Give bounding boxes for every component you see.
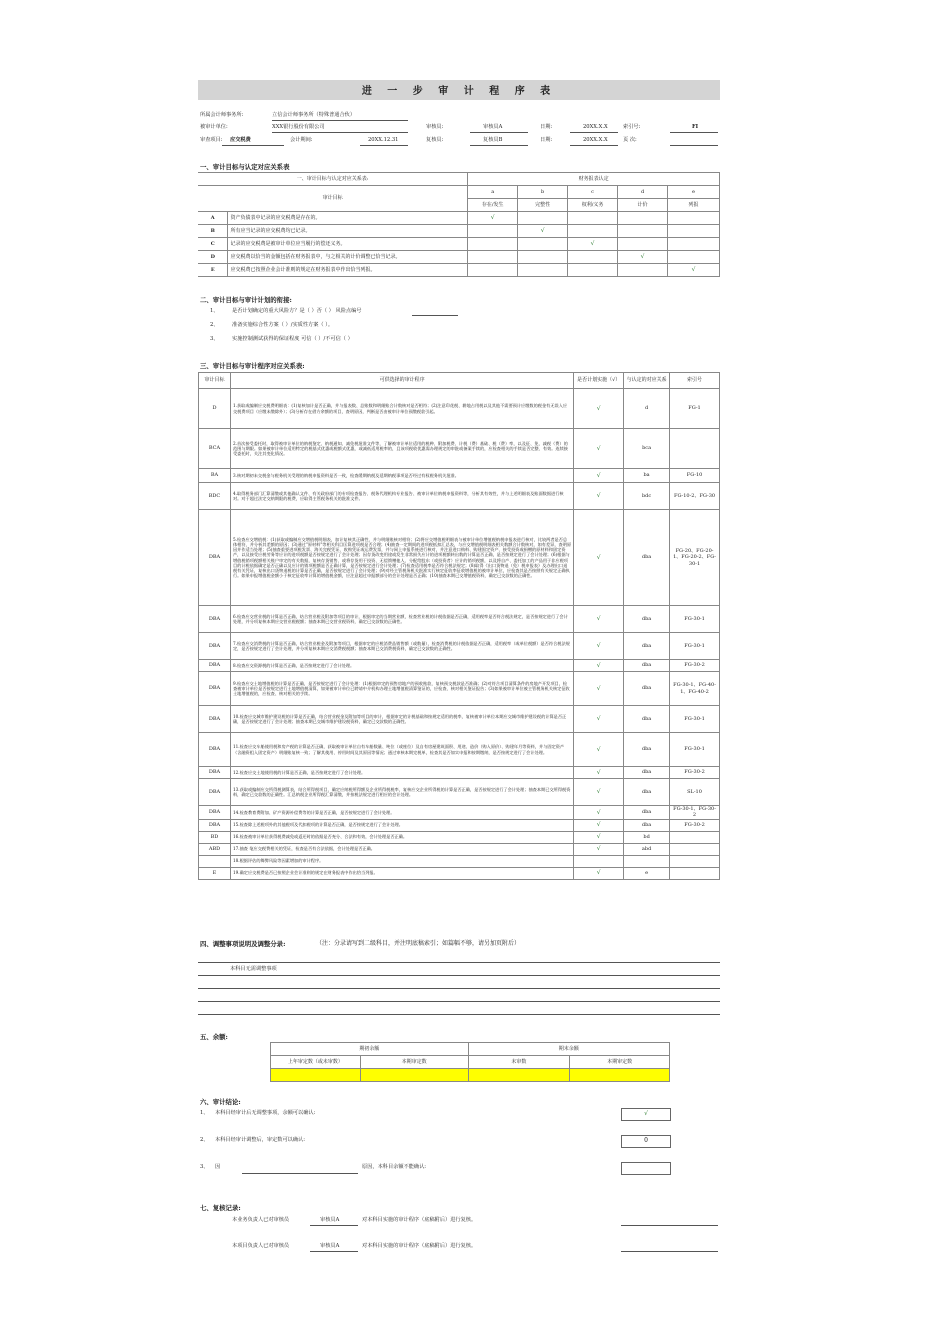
procedure-ref: FG-30-1 bbox=[670, 733, 720, 767]
procedure-text: 19.确定应交税费是否已按照企业会计准则的规定在财务报表中作出恰当列报。 bbox=[230, 867, 573, 879]
balance-cell[interactable] bbox=[360, 1069, 468, 1082]
objective-text: 应交税费以恰当的金额包括在财务报表中，与之相关的计价调整已恰当记录。 bbox=[228, 251, 468, 264]
procedure-ref: FG-10-2、FG-30 bbox=[670, 483, 720, 510]
procedure-objective: D bbox=[199, 389, 231, 429]
procedure-row bbox=[199, 843, 720, 855]
reason-underline[interactable] bbox=[242, 1173, 358, 1174]
procedure-plan[interactable]: √ bbox=[574, 483, 624, 510]
procedure-relation: dba bbox=[624, 806, 670, 820]
date-value-2: 20XX.X.X bbox=[583, 137, 608, 143]
procedure-row bbox=[199, 806, 720, 820]
adjust-line bbox=[198, 1014, 720, 1015]
objective-row bbox=[198, 238, 720, 251]
opening-balance-header: 期初余额 bbox=[271, 1043, 469, 1056]
procedure-text: 10.检查应交城市维护建设税的计算是否正确，结合营业税金及附加等项目的审计，根据审定的计税基础和按规定适用的税率，复核被审计单位本期应交城市维护建设税的计算是否正确，是否按规定进行了会计处理；抽查本期已交城市维护建设税资料，确定已交款数的正确性。 bbox=[230, 706, 573, 733]
procedure-text: 17.抽查 笔应交税费相关的凭证，检查是否有合法依据，会计处理是否正确。 bbox=[230, 843, 573, 855]
assertion-group-header: 财务报表认定 bbox=[468, 173, 720, 186]
assertion-check: √ bbox=[668, 264, 720, 277]
conclusion-box[interactable]: 0 bbox=[621, 1135, 671, 1148]
procedure-plan[interactable]: √ bbox=[574, 660, 624, 672]
reviewer-underline bbox=[470, 145, 528, 146]
procedure-text: 7.检查应交消费税的计算是否正确，结合营业税金及附加等项目，根据审定的应税消费品销售额（或数量），检查消费税的计税依据是否正确，适用税率（或单位税额）是否符合税法规定，是否按规定进行了会计处理，并分项复核本期应交消费税税额；抽查本期已交消费税资料，确定已交款数的正确性。 bbox=[230, 633, 573, 660]
procedure-plan[interactable]: √ bbox=[574, 867, 624, 879]
procedure-objective: DBA bbox=[199, 733, 231, 767]
page-label: 页 次: bbox=[623, 137, 637, 143]
section5-heading: 五、余额: bbox=[200, 1033, 228, 1041]
client-underline bbox=[272, 132, 408, 133]
assertion-letter: e bbox=[668, 186, 720, 199]
procedure-row bbox=[199, 510, 720, 606]
objective-text: 所有应当记录的应交税费均已记录。 bbox=[228, 225, 468, 238]
procedure-text: 18.根据评估的舞弊风险等因素增加的审计程序。 bbox=[230, 855, 573, 867]
procedure-objective: DBA bbox=[199, 672, 231, 706]
plan-item-text: 是否计划确定的重大风险方？是（ ）否（ ） 风险点编号 bbox=[232, 308, 362, 314]
procedure-text: 3.核对期初未交税金与税务机关受理的纳税申报资料是否一致，检查缓期纳税及延期纳税事项是否经过有权税务机关批准。 bbox=[230, 469, 573, 483]
balance-col-header: 未审数 bbox=[468, 1056, 570, 1069]
procedure-relation: abd bbox=[624, 843, 670, 855]
period-value: 20XX.12.31 bbox=[368, 137, 399, 143]
procedure-ref: SL-10 bbox=[670, 779, 720, 806]
assertion-letter: d bbox=[618, 186, 668, 199]
reviewer-label: 复核员: bbox=[426, 137, 444, 143]
conclusion-text: 本科目经审计后无调整事项，余额可以确认: bbox=[215, 1110, 316, 1116]
procedure-row bbox=[199, 819, 720, 831]
procedure-ref: FG-20、FG-20-1、FG-20-2、FG-30-1 bbox=[670, 510, 720, 606]
procedure-ref bbox=[670, 867, 720, 879]
procedure-text: 11.检查应交车船使用税和房产税的计算是否正确，获取被审计单位自有车船数量、吨位（或座位）及自有房屋建筑面积、用途、造价（购入原价）、购建年月等资料，并与固定资产（含融资租入固定资产）明细账复核一致；了解其使用、停用时间及其原因等情况；通过审核本期完税单，检查其是否如实申报和按期缴纳，是否按规定进行了会计处理。 bbox=[230, 733, 573, 767]
adjust-line bbox=[198, 962, 720, 963]
index-label: 索引号: bbox=[623, 124, 641, 130]
procedures-table bbox=[198, 372, 720, 880]
procedure-objective bbox=[199, 855, 231, 867]
plan-item-text: 实施控制测试获得的保证程度 可信（ ）/不可信（ ） bbox=[232, 336, 353, 342]
procedure-plan[interactable]: √ bbox=[574, 819, 624, 831]
procedure-relation: dba bbox=[624, 779, 670, 806]
procedure-relation: dba bbox=[624, 510, 670, 606]
procedure-relation: dba bbox=[624, 660, 670, 672]
firm-label: 所属会计师事务所: bbox=[200, 112, 244, 118]
assertion-cell bbox=[568, 264, 618, 277]
review-text: 对本科目实施的审计程序（底稿附后）进行复核。 bbox=[362, 1217, 477, 1223]
balance-cell[interactable] bbox=[570, 1069, 670, 1082]
procedure-text: 1.获取或编制应交税费明细表：(1)复核加计是否正确，并与报表数、总账数和明细账合计数核对是否相符；(2)注意印花税、耕地占用税以及其他不需要预计应缴数的税金有无误入应交税费项目（应缴未缴除外）；(3)分析存在借方余额的项目，查明原因，判断是否由被审计单位预缴税款引起。 bbox=[230, 389, 573, 429]
proc-header-relation: 与认定的对应关系 bbox=[624, 373, 670, 389]
assertion-cell bbox=[568, 225, 618, 238]
procedure-relation: dba bbox=[624, 633, 670, 660]
adjust-line bbox=[198, 988, 720, 989]
section7-heading: 七、复核记录: bbox=[200, 1204, 241, 1212]
procedure-relation: dba bbox=[624, 706, 670, 733]
procedure-text: 6.检查应交营业税的计算是否正确，结合营业税及附加等项目的审计，根据审定的当期营业额，检查营业税的计税依据是否正确，适用税率是否符合税法规定，是否按规定进行了会计处理，并分项复核本期应交营业税税额；抽查本期已交营业税资料，确定已交款数的正确性。 bbox=[230, 606, 573, 633]
procedure-ref: FG-30-2 bbox=[670, 660, 720, 672]
balance-table bbox=[270, 1042, 670, 1082]
adjust-line bbox=[198, 975, 720, 976]
procedure-text: 12.检查应交土地使用税的计算是否正确，是否按规定进行了会计处理。 bbox=[230, 767, 573, 779]
procedure-relation: dba bbox=[624, 606, 670, 633]
procedure-row bbox=[199, 429, 720, 469]
objective-row bbox=[198, 225, 720, 238]
objective-text: 记录的应交税费是被审计单位应当履行的偿还义务。 bbox=[228, 238, 468, 251]
procedure-row bbox=[199, 779, 720, 806]
assertion-cell bbox=[518, 212, 568, 225]
objective-code: D bbox=[198, 251, 228, 264]
assertion-cell bbox=[618, 225, 668, 238]
procedure-row bbox=[199, 389, 720, 429]
procedure-relation: dba bbox=[624, 767, 670, 779]
objective-col-header: 审计目标 bbox=[198, 186, 468, 212]
procedure-ref: FG-30-1、FG-40-1、FG-40-2 bbox=[670, 672, 720, 706]
procedure-row bbox=[199, 831, 720, 843]
review-name-underline bbox=[310, 1251, 358, 1252]
procedure-objective: DBA bbox=[199, 660, 231, 672]
objective-code: A bbox=[198, 212, 228, 225]
assertion-check: √ bbox=[618, 251, 668, 264]
balance-col-header: 上年审定数（或未审数） bbox=[271, 1056, 361, 1069]
procedure-objective: E bbox=[199, 867, 231, 879]
section2-heading: 二、审计目标与审计计划的衔接: bbox=[200, 296, 292, 304]
preparer-value: 审核员A bbox=[483, 124, 503, 130]
conclusion-box[interactable]: √ bbox=[621, 1108, 671, 1121]
assertion-cell bbox=[468, 264, 518, 277]
date-label-2: 日期: bbox=[540, 137, 553, 143]
procedure-row bbox=[199, 483, 720, 510]
period-underline bbox=[360, 145, 408, 146]
proc-header-plan: 是否计划实施（√） bbox=[574, 373, 624, 389]
plan-item-num: 2、 bbox=[210, 322, 219, 328]
proc-header-procedure: 可供选择的审计程序 bbox=[230, 373, 573, 389]
procedure-plan[interactable]: √ bbox=[574, 389, 624, 429]
plan-item-text: 准备实施综合性方案（ ）/实质性方案（ ）。 bbox=[232, 322, 334, 328]
signature-line[interactable] bbox=[621, 1251, 718, 1252]
proc-header-objective: 审计目标 bbox=[199, 373, 231, 389]
procedure-ref: FG-30-2 bbox=[670, 767, 720, 779]
section6-heading: 六、审计结论: bbox=[200, 1098, 241, 1106]
procedure-row bbox=[199, 469, 720, 483]
assertion-cell bbox=[468, 251, 518, 264]
procedure-ref: FG-1 bbox=[670, 389, 720, 429]
client-label: 被审计单位: bbox=[200, 124, 228, 130]
adjust-line bbox=[198, 1001, 720, 1002]
balance-col-header: 本期审定数 bbox=[570, 1056, 670, 1069]
assertion-cell bbox=[668, 251, 720, 264]
procedure-text: 2.首次接受委托时，取得被审计单位的纳税鉴定、纳税通知、减免税批准文件等，了解被审计单位适用的税种、附加税费、计税（费）基础、税（费）率，以及征、免、减税（费）的范围与期限。如果被审计单位适用特定的税基式优惠或税额式优惠，或减低适用税率的，且该项税收优惠需办理规定的审批或备案手续的，应检查相关的手续是否完整、有效。连续接受委托时，关注其变化情况。 bbox=[230, 429, 573, 469]
procedure-objective: DBA bbox=[199, 767, 231, 779]
procedure-objective: BCA bbox=[199, 429, 231, 469]
assertion-cell bbox=[668, 212, 720, 225]
procedure-objective: DBA bbox=[199, 706, 231, 733]
procedure-ref: FG-10 bbox=[670, 469, 720, 483]
assertion-check: √ bbox=[568, 238, 618, 251]
assertion-cell bbox=[618, 238, 668, 251]
firm-value: 立信会计师事务所（特殊普通合伙） bbox=[272, 112, 356, 118]
balance-cell[interactable] bbox=[271, 1069, 361, 1082]
section4-note: （注：分录请写到二级科目，并注明底稿索引；如篇幅不够，请另加页附后） bbox=[316, 940, 521, 947]
objective-code: E bbox=[198, 264, 228, 277]
conclusion-box[interactable] bbox=[621, 1162, 671, 1175]
conclusion-num: 3、 bbox=[200, 1164, 209, 1170]
page-title: 进 一 步 审 计 程 序 表 bbox=[361, 86, 557, 97]
procedure-plan[interactable]: √ bbox=[574, 706, 624, 733]
procedure-objective: DBA bbox=[199, 819, 231, 831]
assertion-name: 列报 bbox=[668, 199, 720, 212]
objectives-table bbox=[198, 172, 720, 277]
procedure-text: 16.检查被审计单位获得税费减免或返还时的依据是否充分、合法和有效，会计处理是否正确。 bbox=[230, 831, 573, 843]
procedure-row bbox=[199, 606, 720, 633]
procedure-ref: FG-30-1 bbox=[670, 606, 720, 633]
procedure-objective: DBA bbox=[199, 806, 231, 820]
firm-underline bbox=[272, 120, 408, 121]
procedure-row bbox=[199, 706, 720, 733]
conclusion-text: 因 bbox=[215, 1164, 221, 1170]
procedure-relation: bd bbox=[624, 831, 670, 843]
procedure-plan[interactable]: √ bbox=[574, 606, 624, 633]
procedure-relation: ba bbox=[624, 469, 670, 483]
procedure-relation: bca bbox=[624, 429, 670, 469]
procedure-text: 4.取得税务部门汇算清缴或其他确认文件、有关政府部门的专项检查报告、税务代理机构专业报告、被审计单位纳税申报资料等，分析其有效性，并与上述明细表及账面数据进行核对。对于超过法定交纳期限的税费，应取得主管税务机关的批准文件。 bbox=[230, 483, 573, 510]
date-label-1: 日期: bbox=[540, 124, 553, 130]
assertion-cell bbox=[468, 225, 518, 238]
item-value: 应交税费 bbox=[230, 137, 251, 143]
objective-code: C bbox=[198, 238, 228, 251]
review-text: 对本科目实施的审计程序（底稿附后）进行复核。 bbox=[362, 1243, 477, 1249]
assertion-letter: b bbox=[518, 186, 568, 199]
objective-text: 应交税费已按照企业会计准则的规定在财务报表中作出恰当列报。 bbox=[228, 264, 468, 277]
procedure-objective: BDC bbox=[199, 483, 231, 510]
review-name: 审核员A bbox=[320, 1217, 340, 1223]
procedure-text: 13.获取或编制应交所得税测算表，结合所得税项目，确定应纳税所得额及企业所得税税率，复核应交企业所得税的计算是否正确，是否按规定进行了会计处理；抽查本期已交所得税资料，确定已交款数的正确性。汇总纳税企业所得税汇算清缴，并按税法规定进行相应的会计处理。 bbox=[230, 779, 573, 806]
procedure-row bbox=[199, 867, 720, 879]
procedure-text: 15.检查除上述税项外的其他税项及代扣税项的计算是否正确，是否按规定进行了会计处理。 bbox=[230, 819, 573, 831]
plan-item-num: 3、 bbox=[210, 336, 219, 342]
procedure-objective: DBA bbox=[199, 779, 231, 806]
section1-heading: 一、审计目标与认定对应关系表 bbox=[200, 163, 290, 171]
review-text: 本项目负责人已对审核员 bbox=[232, 1243, 290, 1249]
objective-row bbox=[198, 251, 720, 264]
objective-code: B bbox=[198, 225, 228, 238]
assertion-letter: a bbox=[468, 186, 518, 199]
assertion-cell bbox=[518, 238, 568, 251]
procedure-ref bbox=[670, 843, 720, 855]
conclusion-num: 2、 bbox=[200, 1137, 209, 1143]
procedure-objective: BD bbox=[199, 831, 231, 843]
procedure-plan[interactable]: √ bbox=[574, 510, 624, 606]
procedure-ref bbox=[670, 831, 720, 843]
procedure-row bbox=[199, 767, 720, 779]
procedure-plan[interactable]: √ bbox=[574, 633, 624, 660]
conclusion-num: 1、 bbox=[200, 1110, 209, 1116]
procedure-relation bbox=[624, 855, 670, 867]
procedure-text: 9.检查应交土地增值税的计算是否正确，是否按规定进行了会计处理：(1)根据审定的预售房地产的预收账款，复核预交税款是否准确；(2)对符合项目清算条件的房地产开发项目，检查被审计单位是否按规定进行土地增值税清算，如果被审计单位已聘请中介机构办理土地增值税清算鉴证的，应检查、核对相关鉴证报告；(3)如果被审计单位被主管税务机关核定征收土地增值税的，应检查、核对相关的手续。 bbox=[230, 672, 573, 706]
procedure-plan[interactable]: √ bbox=[574, 767, 624, 779]
objective-row bbox=[198, 212, 720, 225]
procedure-row bbox=[199, 733, 720, 767]
proc-header-ref: 索引号 bbox=[670, 373, 720, 389]
assertion-cell bbox=[668, 225, 720, 238]
assertion-cell bbox=[568, 212, 618, 225]
date-underline-1 bbox=[570, 132, 618, 133]
page-underline bbox=[670, 145, 718, 146]
procedure-row bbox=[199, 855, 720, 867]
procedure-ref: FG-30-1 bbox=[670, 633, 720, 660]
assertion-cell bbox=[618, 212, 668, 225]
conclusion-text-2: 原因，本科目余额不能确认: bbox=[362, 1164, 426, 1170]
item-underline bbox=[222, 145, 284, 146]
conclusion-text: 本科目经审计调整后，审定数可以确认: bbox=[215, 1137, 305, 1143]
procedure-text: 5.检查应交增值税：(1)获取或编制应交增值税明细表，加计复核其正确性，并与明细账核对相符；(2)将应交增值税明细表与被审计单位增值税纳税申报表进行核对，比较两者是否总体相符，并分析其差额的原因；(3)通过"原材料"等相关科目匡算进项税是否合理；(4)抽查一定期间的进项税抵扣汇总表，与应交增值税明细表相关数额合计数核对，如有差异，查明原因并作适当处理；(5)抽查重要进项税发票、海关完税凭证、收购凭证或运费发票，并与网上申报系统进行核对，并注意进口购料、购建固定资产、接受投资或捐赠的原材料和固定资产，以及接受应税劳务等应计的进项税额是否按规定进行了会计处理；因存货改变用途或发生非常损失应计的进项税额转出数的计算是否正确，是否按规定进行了会计处理；(6)根据与增值税销项税额相关账户审定的有关数据，复核存货销售、或将存货用于投资、无偿馈赠他人、分配给股东（或投资者）应计的销项税额，以及将自产、委托加工的产品用于非应税项目的计税依据确定是否正确以及应计的销项税额是否正确计算，是否按规定进行会计处理；(7)检查适用税率是否符合税法规定；(8)取得《出口货物退（免）税申报表》及办理出口退税有关凭证，复核出口货物退税的计算是否正确，是否按规定进行了会计处理；(9)对经主管税务机关批准实行核定征收率征收增值税的被审计单位，应检查其是否按照有关规定正确执行。如果申报增值税金额小于核定征收率计算的增值税金额，应注意超过申报额部分的会计处理是否正确；(10)抽查本期已交增值税资料，确定已交款数的正确性。 bbox=[230, 510, 573, 606]
index-underline bbox=[670, 132, 718, 133]
section4-heading: 四、调整事项说明及调整分录: bbox=[200, 940, 286, 948]
preparer-label: 审核员: bbox=[426, 124, 444, 130]
procedure-text: 14.检查教育费附加、矿产资源补偿费等的计算是否正确，是否按规定进行了会计处理。 bbox=[230, 806, 573, 820]
assertion-cell bbox=[518, 264, 568, 277]
procedure-objective: DBA bbox=[199, 633, 231, 660]
assertion-cell bbox=[468, 238, 518, 251]
procedure-objective: DBA bbox=[199, 510, 231, 606]
procedure-ref: FG-30-2 bbox=[670, 819, 720, 831]
procedure-plan[interactable]: √ bbox=[574, 672, 624, 706]
procedure-relation: bdc bbox=[624, 483, 670, 510]
item-label: 审查项目: bbox=[200, 137, 223, 143]
procedure-relation: dba bbox=[624, 733, 670, 767]
review-text: 本业务负责人已对审核员 bbox=[232, 1217, 290, 1223]
client-value: XXX银行股份有限公司 bbox=[272, 124, 325, 130]
assertion-cell bbox=[518, 251, 568, 264]
assertion-letter: c bbox=[568, 186, 618, 199]
balance-cell[interactable] bbox=[468, 1069, 570, 1082]
signature-line[interactable] bbox=[621, 1225, 718, 1226]
date-underline-2 bbox=[570, 145, 618, 146]
assertion-name: 计价 bbox=[618, 199, 668, 212]
procedure-relation: d bbox=[624, 389, 670, 429]
procedure-ref bbox=[670, 429, 720, 469]
date-value-1: 20XX.X.X bbox=[583, 124, 608, 130]
procedure-row bbox=[199, 672, 720, 706]
assertion-check: √ bbox=[468, 212, 518, 225]
section3-heading: 三、审计目标与审计程序对应关系表: bbox=[200, 362, 305, 370]
procedure-plan[interactable] bbox=[574, 855, 624, 867]
procedure-ref: FG-30-1 bbox=[670, 706, 720, 733]
balance-col-header: 本期审定数 bbox=[360, 1056, 468, 1069]
procedure-text: 8.检查应交资源税的计算是否正确，是否按规定进行了会计处理。 bbox=[230, 660, 573, 672]
procedure-plan[interactable]: √ bbox=[574, 843, 624, 855]
procedure-relation: dba bbox=[624, 672, 670, 706]
index-value: FI bbox=[692, 124, 699, 130]
assertion-cell bbox=[668, 238, 720, 251]
review-name-underline bbox=[310, 1225, 358, 1226]
assertion-name: 权利/义务 bbox=[568, 199, 618, 212]
procedure-objective: ABD bbox=[199, 843, 231, 855]
assertion-cell bbox=[568, 251, 618, 264]
risk-number-underline bbox=[412, 315, 458, 316]
preparer-underline bbox=[470, 132, 528, 133]
procedure-relation: dba bbox=[624, 819, 670, 831]
assertion-check: √ bbox=[518, 225, 568, 238]
reviewer-value: 复核员B bbox=[483, 137, 503, 143]
procedure-relation: e bbox=[624, 867, 670, 879]
assertion-name: 完整性 bbox=[518, 199, 568, 212]
assertion-name: 存在/发生 bbox=[468, 199, 518, 212]
procedure-row bbox=[199, 633, 720, 660]
procedure-plan[interactable]: √ bbox=[574, 469, 624, 483]
procedure-row bbox=[199, 660, 720, 672]
objective-text: 资产负债表中记录的应交税费是存在的。 bbox=[228, 212, 468, 225]
procedure-ref: FG-30-1、FG-30-2 bbox=[670, 806, 720, 820]
procedure-plan[interactable]: √ bbox=[574, 733, 624, 767]
assertion-cell bbox=[618, 264, 668, 277]
closing-balance-header: 期末余额 bbox=[468, 1043, 670, 1056]
procedure-plan[interactable]: √ bbox=[574, 831, 624, 843]
procedure-ref bbox=[670, 855, 720, 867]
procedure-objective: DBA bbox=[199, 606, 231, 633]
procedure-objective: BA bbox=[199, 469, 231, 483]
objectives-subheading: 一、审计目标与认定对应关系表: bbox=[198, 173, 468, 186]
procedure-plan[interactable]: √ bbox=[574, 429, 624, 469]
period-label: 会计期间: bbox=[290, 137, 313, 143]
plan-item-num: 1、 bbox=[210, 308, 219, 314]
adjust-text: 本科目无需调整事项 bbox=[230, 966, 277, 972]
procedure-plan[interactable]: √ bbox=[574, 806, 624, 820]
procedure-plan[interactable]: √ bbox=[574, 779, 624, 806]
objective-row bbox=[198, 264, 720, 277]
review-name: 审核员A bbox=[320, 1243, 340, 1249]
